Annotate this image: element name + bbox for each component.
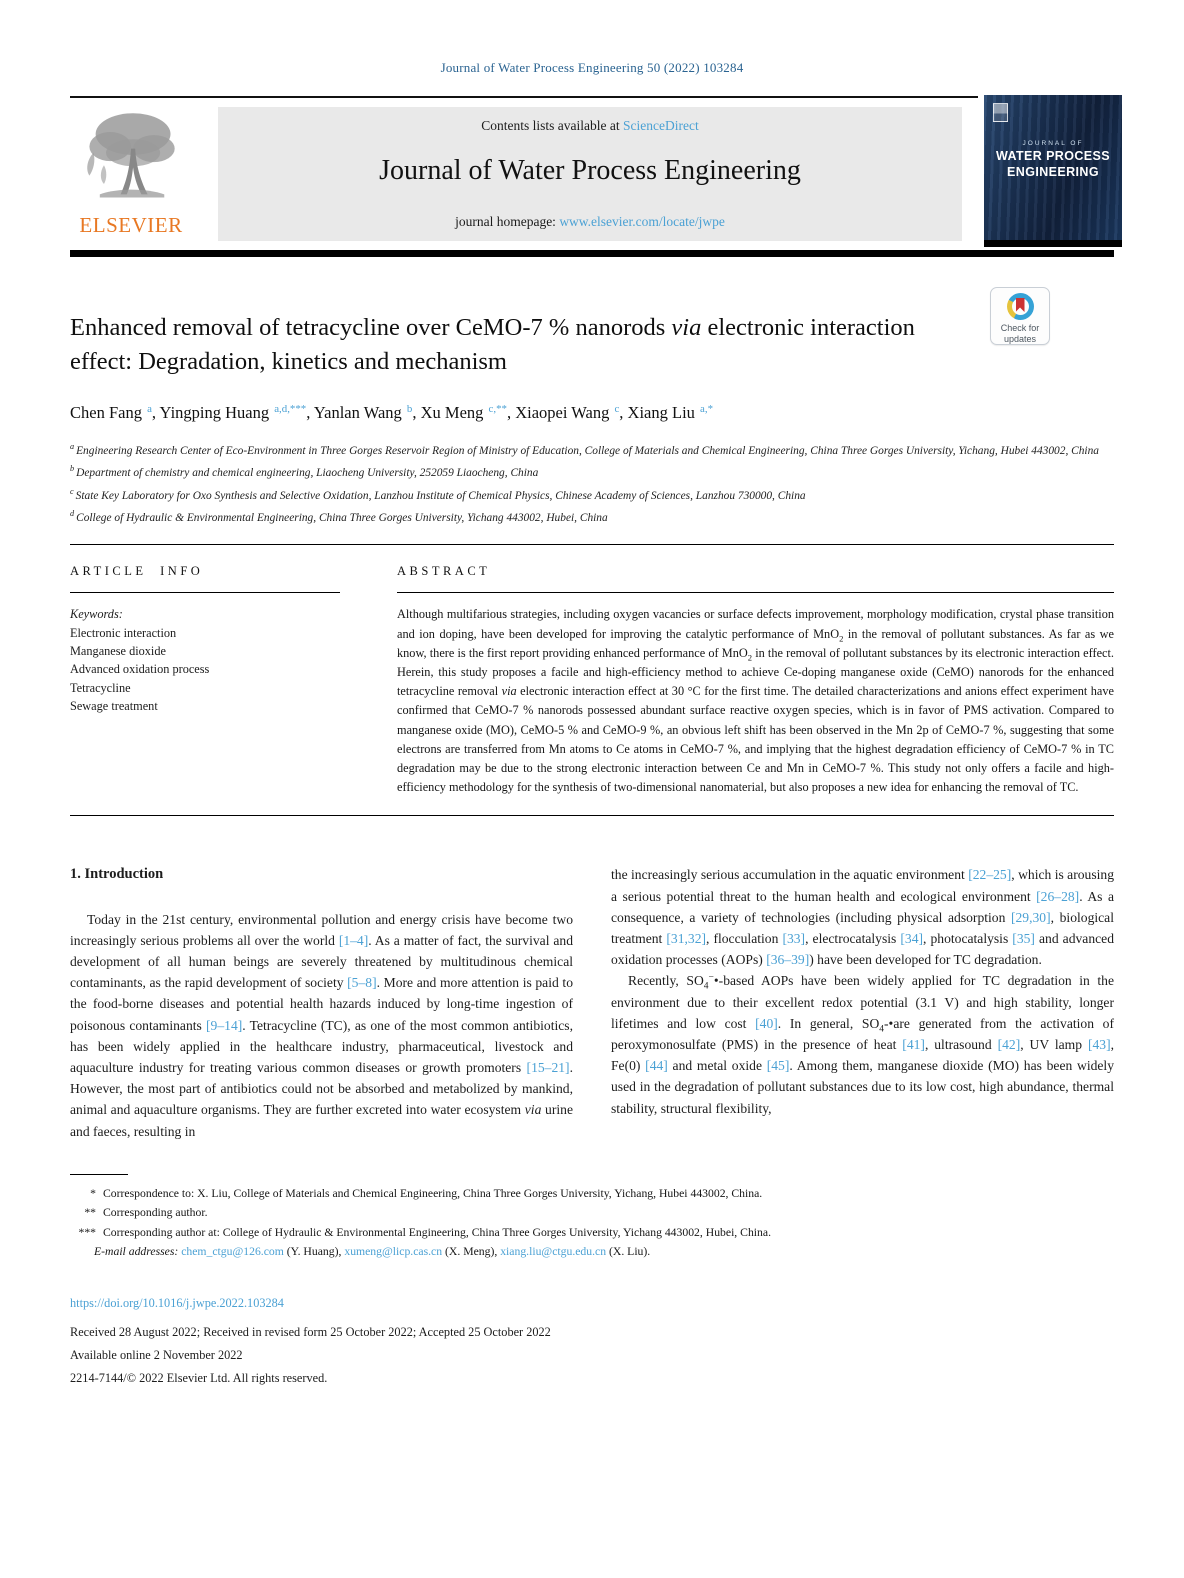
footnote-emails (70, 1242, 1114, 1262)
received-dates: Received 28 August 2022; Received in revised form 25 October 2022; Accepted 25 October 2022 (70, 1324, 551, 1339)
citation-link[interactable]: [22–25] (968, 867, 1012, 883)
affiliation-text: Engineering Research Center of Eco-Environment in Three Gorges Reservoir Region of Ministry of Education, College of Materials and Chemical Engineering, China Three Gorges University, Yichang, Hubei 443002, China (76, 444, 1099, 457)
citation-link[interactable]: [9–14] (206, 1017, 243, 1033)
citation-link[interactable]: [29,30] (1010, 909, 1051, 925)
keyword-item: Advanced oxidation process (70, 662, 210, 677)
article-title: Enhanced removal of tetracycline over CeMO-7 % nanorods via electronic interaction effect: Degradation, kinetics and mechanism (70, 314, 915, 375)
journal-banner (218, 107, 962, 241)
affiliation-text: State Key Laboratory for Oxo Synthesis and Selective Oxidation, Lanzhou Institute of Chemical Physics, Chinese Academy of Sciences, Lanzhou 730000, China (75, 489, 806, 502)
citation-link[interactable]: xiang.liu@ctgu.edu.cn (500, 1245, 607, 1259)
intro-paragraph: Recently, $SO_4^-•$-based AOPs have been widely applied for TC degradation in the environment due to their excellent redox potential (3.1 V) and high stability, longer lifetimes and low cost [40]. In general, $SO_4-•are$ generated from the activation of peroxymonosulfate (PMS) in the presence of heat [41], ultrasound [42], UV lamp [43], Fe(0) [44] and metal oxide [45]. Among them, manganese dioxide (MO) has been widely used in the degradation of pollutant substances due to its low cost, high abundance, thermal stability, structural flexibility, (611, 972, 1115, 1116)
cover-title-line2: WATER PROCESS (995, 149, 1110, 163)
badge-text-line1: Check for (1000, 323, 1040, 333)
author-affiliation-superscript[interactable]: a (147, 402, 152, 415)
footnote-corresponding-author-at (70, 1223, 1114, 1243)
journal-header (70, 107, 1114, 241)
homepage-link[interactable]: www.elsevier.com/locate/jwpe (559, 214, 725, 229)
footnote-text: Corresponding author. (103, 1206, 208, 1220)
citation-link[interactable]: [15–21] (526, 1060, 570, 1076)
affiliations (70, 438, 1114, 527)
citation-link[interactable]: [33] (782, 931, 806, 947)
affiliation-marker: c (70, 486, 74, 496)
intro-paragraph: Today in the 21st century, environmental pollution and energy crisis have become two increasingly serious problems all over the world [1–4]. As a matter of fact, the survival and development of all human beings are severely threatened by multitudinous chemical contaminants, as the rapid development of society [5–8]. More and more attention is paid to the food-borne diseases and potential health hazards induced by long-time ingestion of poisonous contaminants [9–14]. Tetracycline (TC), as one of the most common antibiotics, has been widely applied in the healthcare industry, pharmaceutical, livestock and aquaculture industry for treating various common diseases or growth promoters [15–21]. However, the most part of antibiotics could not be absorbed and metabolized by mankind, animal and aquaculture organisms. They are further excreted into water ecosystem via urine and faeces, resulting in (70, 911, 573, 1139)
introduction-heading: 1. Introduction (70, 866, 164, 883)
citation-link[interactable]: [5–8] (347, 975, 377, 991)
keyword-item: Tetracycline (70, 680, 131, 695)
sciencedirect-link[interactable]: ScienceDirect (623, 118, 699, 133)
info-abstract-section (70, 544, 1114, 816)
affiliation-marker: b (70, 464, 75, 474)
check-updates-icon (1007, 293, 1034, 320)
cover-elsevier-mini-logo (993, 103, 1008, 122)
article-info-column (70, 564, 340, 797)
badge-text (1001, 323, 1040, 344)
abstract-column (397, 564, 1114, 797)
header-top-rule (70, 96, 978, 98)
abstract-text: Although multifarious strategies, including oxygen vacancies or surface defects improvement, morphology modification, crystal phase transition and ion doping, have been developed for improving the catalytic performance of MnO$_2$ in the removal of pollutant substances. As far as we know, there is the first report providing enhanced performance of MnO$_2$ in the removal of pollutant substances by its electronic interaction effect. Herein, this study proposes a facile and high-efficiency method to achieve Ce-doping manganese oxide (CeMO) nanorods for the enhanced tetracycline removal via electronic interaction effect at 30 °C for the first time. The detailed characterizations and anions effect experiment have confirmed that CeMO-7 % nanorods possessed abundant surface reactive oxygen species, which is in favor of PMS activation. Compared to manganese oxide (MO), CeMO-5 % and CeMO-9 %, an obvious left shift has been observed in the Mn 2p of CeMO-7 %, suggesting that some electrons are transferred from Mn atoms to Ce atoms in CeMO-7 %, and implying that the highest degradation efficiency of CeMO-7 % in TC degradation may be due to the strong electronic interaction between Ce and Mn in CeMO-7 %. This study not only offers a facile and high-efficiency methodology for the synthesis of two-dimensional nanomaterial, but also proposes a new idea for enhancing the removal of TC. (397, 607, 1115, 795)
homepage-line (218, 214, 962, 230)
homepage-label: journal homepage: (455, 214, 560, 229)
cover-title-line1: JOURNAL OF (1022, 140, 1084, 147)
keyword-item: Sewage treatment (70, 698, 158, 713)
keywords-label: Keywords: (70, 607, 123, 622)
affiliation-b (70, 460, 1114, 482)
affiliation-text: Department of chemistry and chemical engineering, Liaocheng University, 252059 Liaocheng, China (76, 467, 539, 480)
citation-link[interactable]: [1–4] (338, 932, 369, 948)
elsevier-wordmark: ELSEVIER (79, 213, 183, 237)
citation-link[interactable]: [44] (645, 1058, 668, 1074)
author-affiliation-superscript[interactable]: a,d,*** (274, 402, 307, 415)
citation-link[interactable]: xumeng@licp.cas.cn (344, 1245, 443, 1259)
citation-link[interactable]: [40] (755, 1015, 778, 1031)
citation-link[interactable]: [31,32] (666, 931, 707, 947)
email-links: chem_ctgu@126.com (Y. Huang), xumeng@licp.cas.cn (X. Meng), xiang.liu@ctgu.edu.cn (X. Liu). (181, 1245, 651, 1259)
author-affiliation-superscript[interactable]: c,** (488, 402, 507, 415)
citation-link[interactable]: [42] (997, 1037, 1021, 1053)
affiliation-d (70, 505, 1114, 527)
footnote-rule (70, 1174, 128, 1175)
body-column-left (70, 864, 573, 1141)
footnote-corresponding-author (70, 1203, 1114, 1223)
affiliation-c (70, 483, 1114, 505)
citation-link[interactable]: [41] (902, 1037, 925, 1053)
journal-cover-thumbnail[interactable] (984, 95, 1122, 247)
footnote-text: Correspondence to: X. Liu, College of Materials and Chemical Engineering, China Three Gorges University, Yichang, Hubei 443002, China. (103, 1186, 763, 1200)
citation-line: Journal of Water Process Engineering 50 (2022) 103284 (440, 60, 744, 75)
badge-text-line2: updates (1003, 333, 1036, 344)
intro-paragraph: the increasingly serious accumulation in the aquatic environment [22–25], which is arousing a serious potential threat to the human health and ecological environment [26–28]. As a consequence, a variety of technologies (including physical adsorption [29,30], biological treatment [31,32], flocculation [33], electrocatalysis [34], photocatalysis [35] and advanced oxidation processes (AOPs) [36–39]) have been developed for TC degradation. (611, 867, 1115, 968)
author-affiliation-superscript[interactable]: b (406, 402, 413, 415)
citation-link[interactable]: [35] (1012, 931, 1035, 947)
cover-title-line3: ENGINEERING (1007, 165, 1099, 179)
article-info-heading: ARTICLE INFO (70, 564, 204, 579)
footnote-marker: ** (84, 1206, 96, 1220)
citation-link[interactable]: [45] (766, 1058, 790, 1074)
author-affiliation-superscript[interactable]: c (614, 402, 620, 415)
affiliation-marker: a (70, 442, 75, 451)
abstract-heading: ABSTRACT (397, 564, 491, 579)
title-row (70, 287, 1114, 379)
affiliation-marker: d (70, 508, 75, 518)
check-for-updates-badge[interactable] (990, 287, 1050, 345)
citation-link[interactable]: [34] (900, 931, 924, 947)
elsevier-tree-icon (70, 107, 192, 211)
abstract-rule (397, 592, 1114, 593)
affiliation-text: College of Hydraulic & Environmental Engineering, China Three Gorges University, Yichang 443002, Hubei, China (76, 511, 608, 524)
issn-copyright: 2214-7144/© 2022 Elsevier Ltd. All rights reserved. (70, 1370, 328, 1385)
doi-link[interactable]: https://doi.org/10.1016/j.jwpe.2022.103284 (70, 1295, 284, 1310)
footnote-correspondence (70, 1184, 1114, 1204)
email-label: E-mail addresses: (94, 1245, 179, 1259)
footnotes (70, 1174, 1114, 1262)
available-online: Available online 2 November 2022 (70, 1347, 243, 1362)
keyword-item: Manganese dioxide (70, 643, 166, 658)
header-divider-bar (70, 250, 1114, 257)
contents-text: Contents lists available at (481, 118, 623, 133)
footnote-marker: * (90, 1186, 96, 1200)
article-info-rule (70, 592, 340, 593)
publication-info (70, 1296, 1114, 1390)
body-column-right (611, 864, 1114, 1141)
keyword-item: Electronic interaction (70, 625, 177, 640)
footnote-text: Corresponding author at: College of Hydraulic & Environmental Engineering, China Three Gorges University, Yichang 443002, Hubei, China. (103, 1225, 771, 1239)
citation-link[interactable]: [36–39] (766, 952, 810, 968)
citation-link[interactable]: chem_ctgu@126.com (181, 1245, 284, 1259)
article-body (70, 864, 1114, 1141)
affiliation-a (70, 438, 1114, 460)
contents-line (218, 118, 962, 134)
elsevier-logo (70, 107, 192, 241)
author-list: Chen Fang $^a$, Yingping Huang $^{a,d,***}$, Yanlan Wang $^b$, Xu Meng $^{c,**}$, Xiaopei Wang $^c$, Xiang Liu $^{a,*}$ (70, 402, 714, 422)
author-affiliation-superscript[interactable]: a,* (700, 402, 714, 415)
journal-title: Journal of Water Process Engineering (379, 155, 801, 186)
citation-link[interactable]: [26–28] (1036, 888, 1080, 904)
citation-link[interactable]: [43] (1087, 1037, 1111, 1053)
footnote-marker: *** (78, 1225, 96, 1239)
